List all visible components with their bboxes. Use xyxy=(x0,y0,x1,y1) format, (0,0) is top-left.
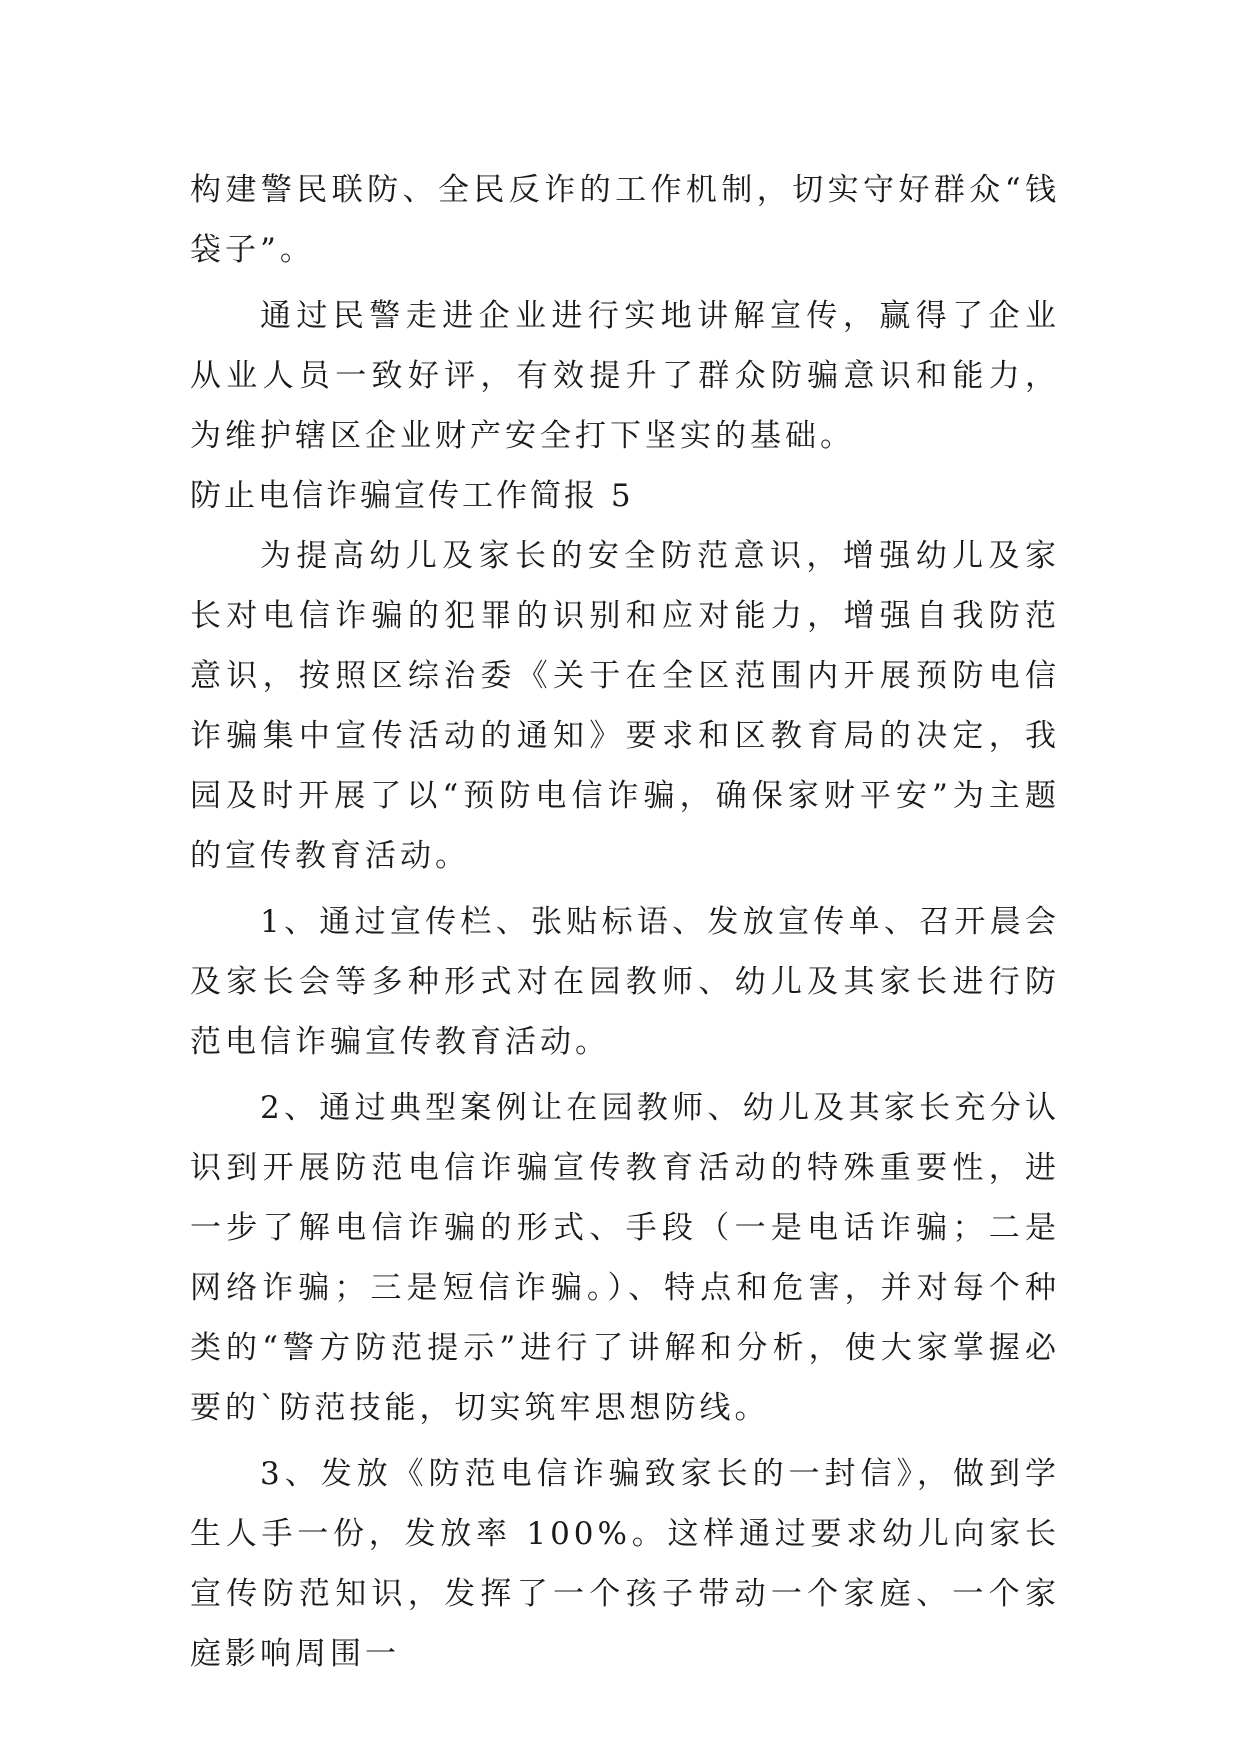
paragraph-police-visit: 通过民警走进企业进行实地讲解宣传，赢得了企业从业人员一致好评，有效提升了群众防骗意识和能力，为维护辖区企业财产安全打下坚实的基础。 xyxy=(190,298,1060,454)
paragraph-intro: 为提高幼儿及家长的安全防范意识，增强幼儿及家长对电信诈骗的犯罪的识别和应对能力，增强自我防范意识，按照区综治委《关于在全区范围内开展预防电信诈骗集中宣传活动的通知》要求和区教育局的决定，我园及时开展了以“预防电信诈骗，确保家财平安”为主题的宣传教育活动。 xyxy=(190,538,1060,874)
paragraph-item-1: 1、通过宣传栏、张贴标语、发放宣传单、召开晨会及家长会等多种形式对在园教师、幼儿及其家长进行防范电信诈骗宣传教育活动。 xyxy=(190,904,1060,1060)
section-heading: 防止电信诈骗宣传工作简报 5 xyxy=(190,478,634,514)
paragraph-continuation: 构建警民联防、全民反诈的工作机制，切实守好群众“钱袋子”。 xyxy=(190,172,1060,268)
paragraph-item-3: 3、发放《防范电信诈骗致家长的一封信》，做到学生人手一份，发放率 100%。这样通过要求幼儿向家长宣传防范知识，发挥了一个孩子带动一个家庭、一个家庭影响周围一 xyxy=(190,1456,1060,1672)
document-page xyxy=(190,160,1060,1684)
paragraph-item-2: 2、通过典型案例让在园教师、幼儿及其家长充分认识到开展防范电信诈骗宣传教育活动的特殊重要性，进一步了解电信诈骗的形式、手段（一是电话诈骗；二是网络诈骗；三是短信诈骗。）、特点和危害，并对每个种类的“警方防范提示”进行了讲解和分析，使大家掌握必要的`防范技能，切实筑牢思想防线。 xyxy=(190,1090,1060,1426)
